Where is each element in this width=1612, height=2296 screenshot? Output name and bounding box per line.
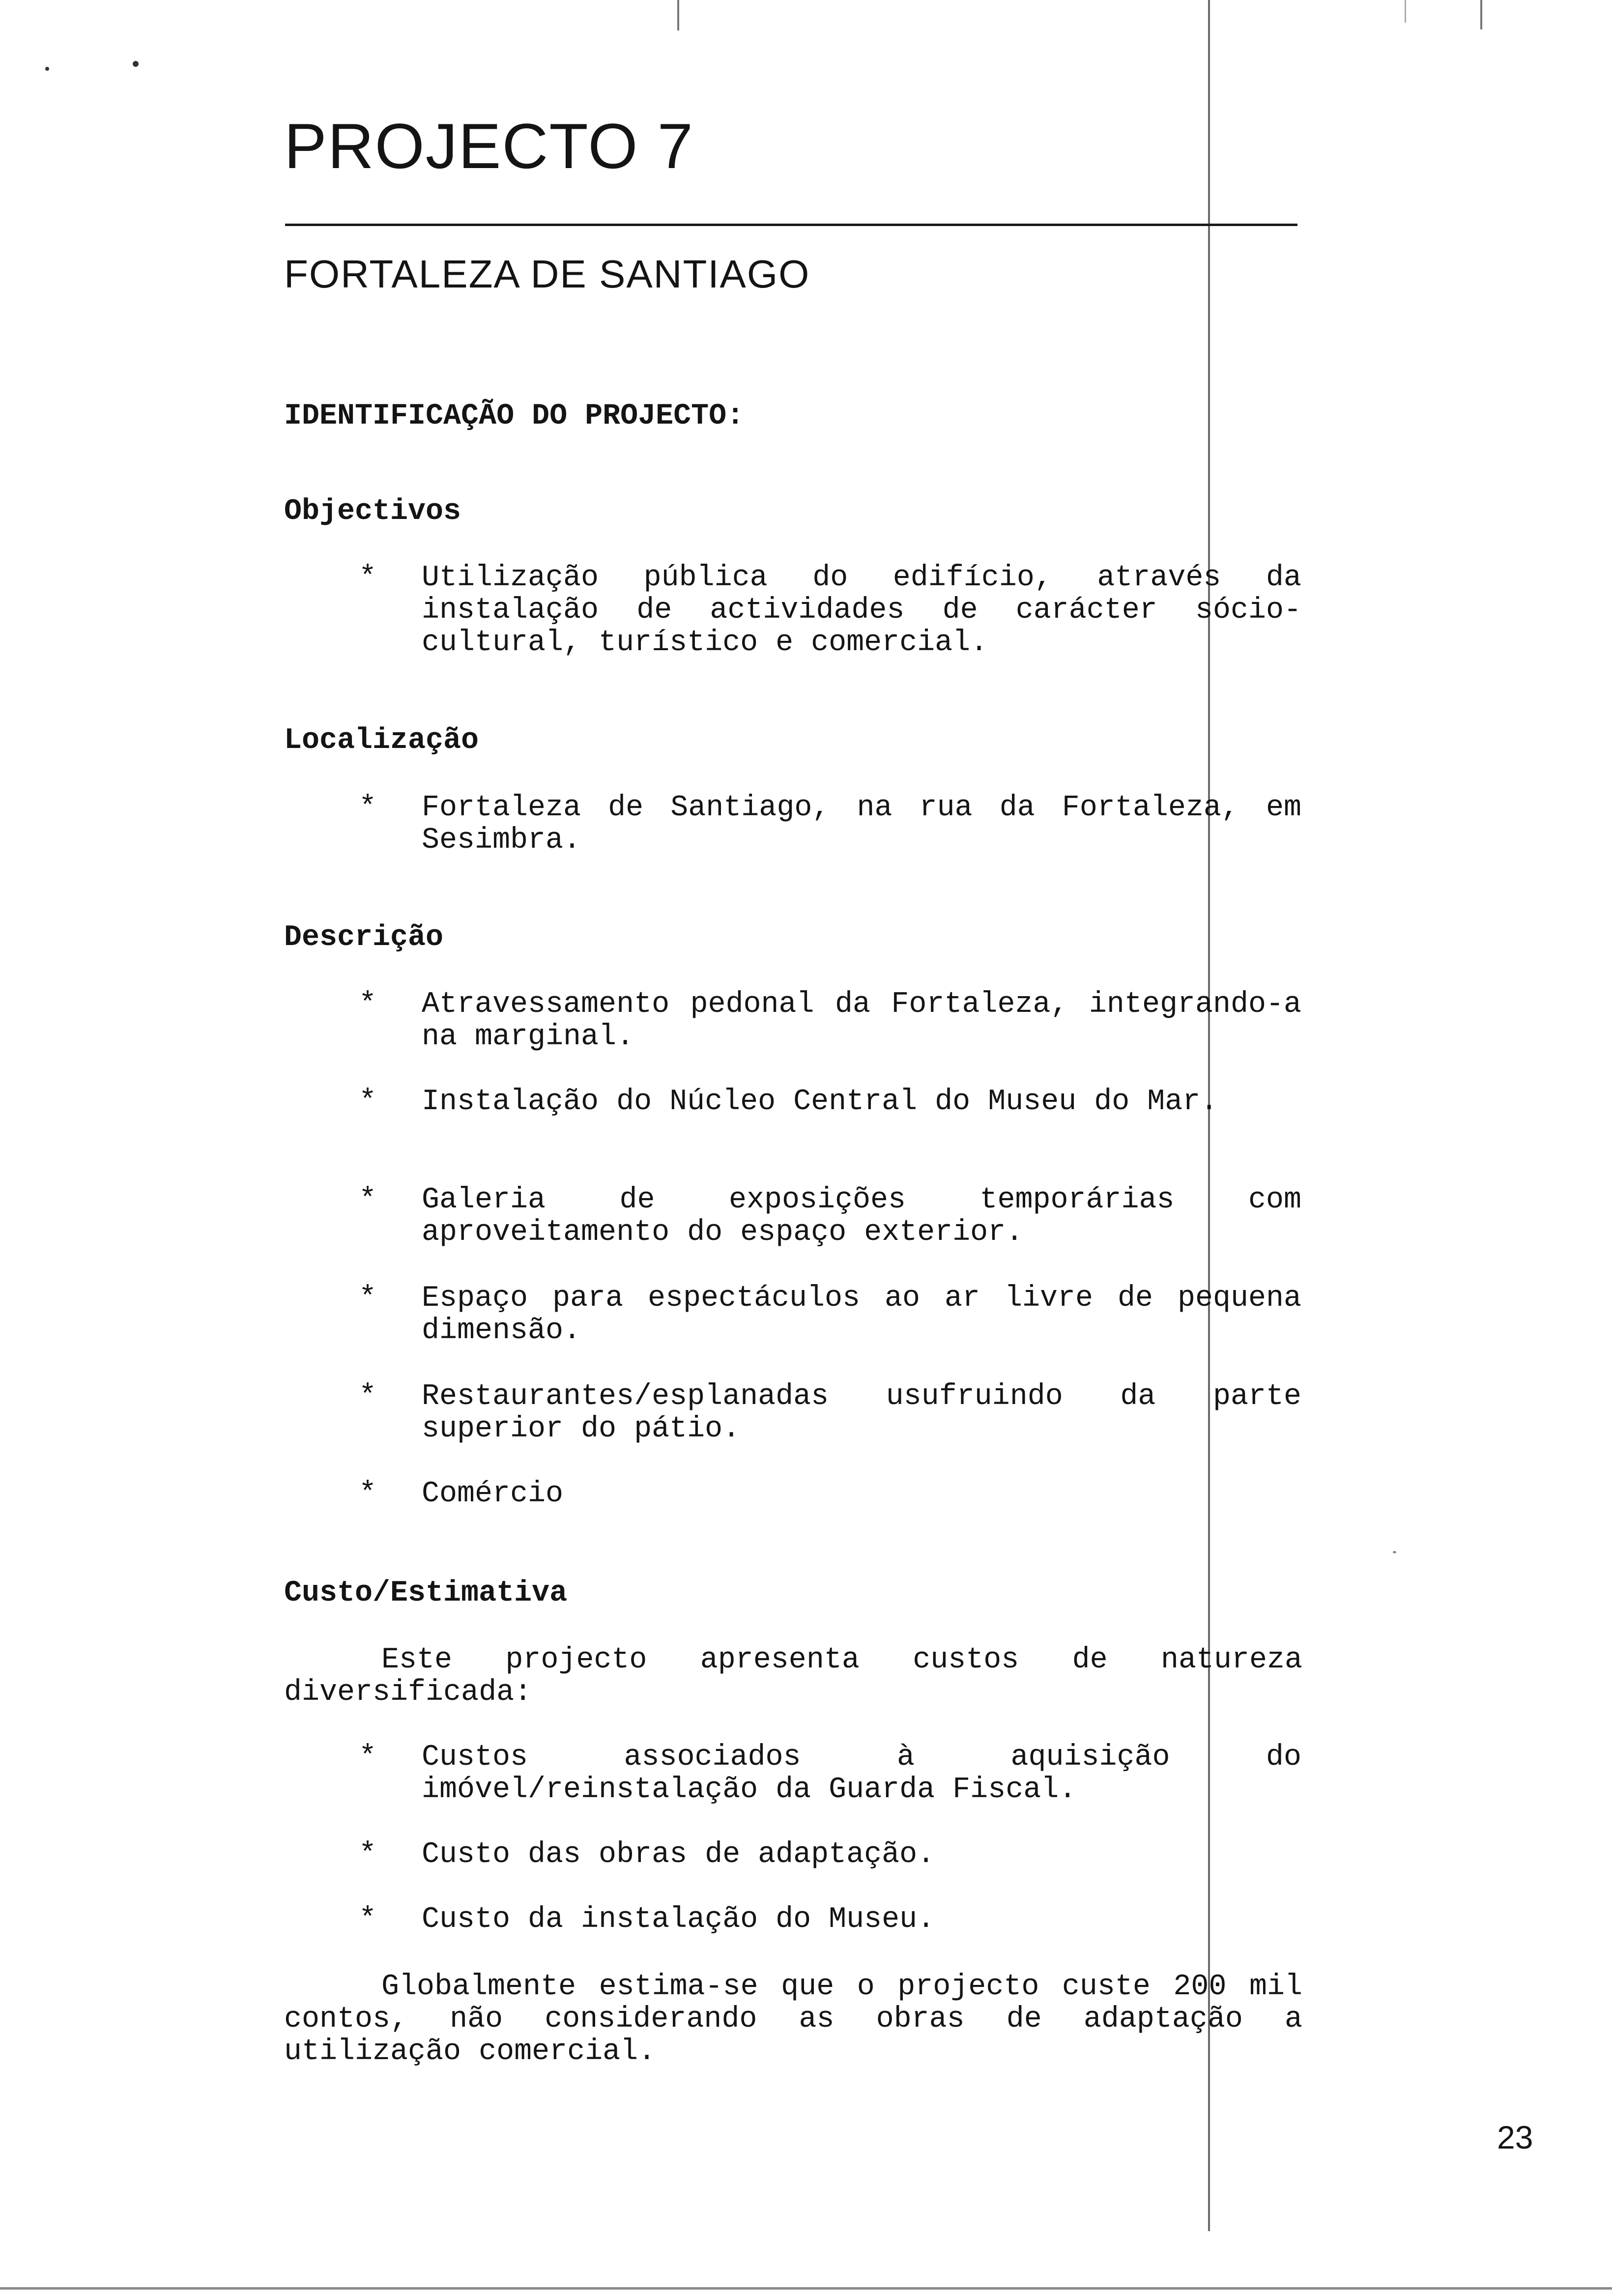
cost-heading: Custo/Estimativa xyxy=(284,1577,568,1610)
section-heading: IDENTIFICAÇÃO DO PROJECTO: xyxy=(284,400,745,433)
cost-text: Custos associados à aquisição do imóvel/reinstalação da Guarda Fiscal. xyxy=(422,1741,1301,1807)
cost-text: Custo da instalação do Museu. xyxy=(422,1903,935,1936)
scan-speck xyxy=(133,61,139,67)
objectives-heading: Objectivos xyxy=(284,495,461,528)
objective-text: Utilização pública do edifício, através da instalação de actividades de carácter sócio-cultural, turístico e comercial. xyxy=(422,561,1301,660)
scan-speck xyxy=(45,67,49,71)
scan-mark xyxy=(677,0,679,30)
bullet-asterisk: * xyxy=(359,988,377,1021)
description-text: Galeria de exposições temporárias com aproveitamento do espaço exterior. xyxy=(422,1183,1301,1249)
bullet-asterisk: * xyxy=(359,1838,377,1871)
description-heading: Descrição xyxy=(284,921,444,954)
bullet-asterisk: * xyxy=(359,1183,377,1217)
location-heading: Localização xyxy=(284,724,479,757)
description-text: Comércio xyxy=(422,1477,564,1511)
bullet-asterisk: * xyxy=(359,791,377,825)
location-text: Fortaleza de Santiago, na rua da Fortaleza, em Sesimbra. xyxy=(422,791,1301,857)
bullet-asterisk: * xyxy=(359,1477,377,1511)
cost-intro-paragraph: Este projecto apresenta custos de natureza diversificada: xyxy=(284,1643,1302,1709)
scan-bottom-edge xyxy=(0,2287,1612,2290)
cost-text: Custo das obras de adaptação. xyxy=(422,1838,935,1871)
scan-mark xyxy=(1405,0,1406,23)
description-text: Instalação do Núcleo Central do Museu do Mar. xyxy=(422,1085,1218,1119)
bullet-asterisk: * xyxy=(359,1282,377,1315)
description-text: Atravessamento pedonal da Fortaleza, integrando-a na marginal. xyxy=(422,988,1301,1054)
scan-speck xyxy=(1393,1551,1396,1553)
description-text: Restaurantes/esplanadas usufruindo da parte superior do pátio. xyxy=(422,1380,1301,1446)
page-subtitle: FORTALEZA DE SANTIAGO xyxy=(284,252,810,296)
cost-conclusion-paragraph: Globalmente estima-se que o projecto custe 200 mil contos, não considerando as obras de adaptação a utilização comercial. xyxy=(284,1970,1302,2068)
page-title: PROJECTO 7 xyxy=(284,110,694,182)
description-text: Espaço para espectáculos ao ar livre de pequena dimensão. xyxy=(422,1282,1301,1348)
bullet-asterisk: * xyxy=(359,1903,377,1936)
scan-mark xyxy=(1480,0,1482,29)
page-number: 23 xyxy=(1497,2119,1533,2155)
bullet-asterisk: * xyxy=(359,1085,377,1119)
bullet-asterisk: * xyxy=(359,1380,377,1413)
bullet-asterisk: * xyxy=(359,561,377,595)
bullet-asterisk: * xyxy=(359,1741,377,1774)
title-divider xyxy=(285,224,1297,226)
